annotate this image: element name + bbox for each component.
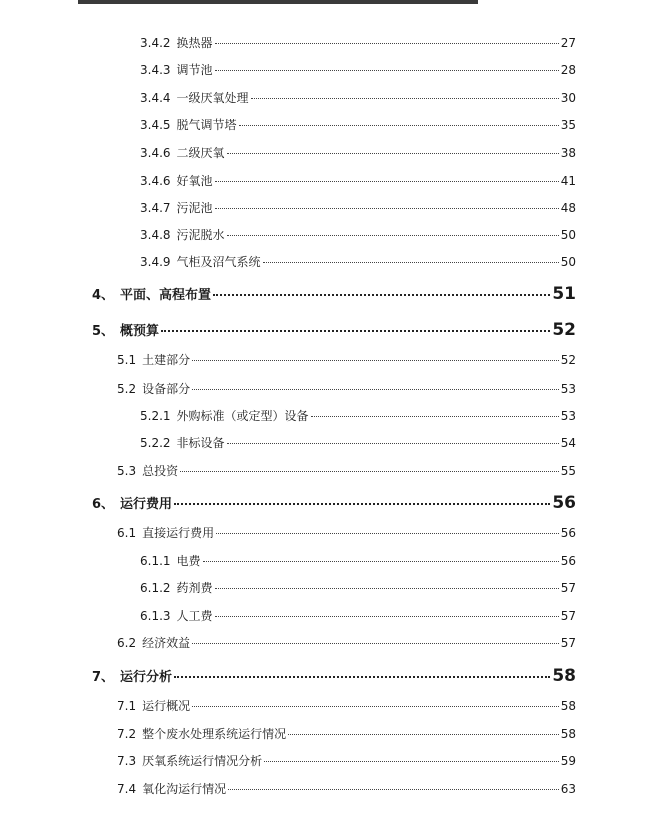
toc-entry-3[interactable] xyxy=(140,89,576,109)
toc-entry-number: 6.1 xyxy=(117,526,137,540)
toc-entry-10[interactable] xyxy=(92,284,576,304)
toc-entry-page: 56 xyxy=(552,493,576,513)
toc-entry-page: 56 xyxy=(560,526,576,540)
toc-entry-number: 3.4.4 xyxy=(140,91,171,105)
toc-entry-26[interactable] xyxy=(117,752,576,772)
toc-entry-24[interactable] xyxy=(117,697,576,717)
toc-dot-leader xyxy=(174,503,550,505)
toc-entry-page: 28 xyxy=(560,63,576,77)
toc-entry-5[interactable] xyxy=(140,144,576,164)
toc-entry-page: 50 xyxy=(560,228,576,242)
toc-entry-number: 5.2.1 xyxy=(140,409,171,423)
toc-dot-leader xyxy=(180,471,559,472)
toc-dot-leader xyxy=(263,262,559,263)
toc-dot-leader xyxy=(192,706,559,707)
toc-entry-page: 58 xyxy=(552,666,576,686)
toc-entry-14[interactable] xyxy=(140,407,576,427)
toc-entry-number: 7、 xyxy=(92,670,115,685)
toc-entry-page: 59 xyxy=(560,754,576,768)
toc-entry-number: 7.1 xyxy=(117,699,137,713)
toc-entry-title: 污泥池 xyxy=(176,201,213,215)
toc-entry-title: 概预算 xyxy=(120,324,160,339)
toc-entry-number: 3.4.2 xyxy=(140,36,171,50)
toc-entry-title: 运行分析 xyxy=(120,670,173,685)
toc-entry-number: 7.4 xyxy=(117,782,137,796)
toc-dot-leader xyxy=(215,181,559,182)
toc-entry-title: 整个废水处理系统运行情况 xyxy=(142,727,287,741)
toc-entry-page: 53 xyxy=(560,409,576,423)
toc-entry-21[interactable] xyxy=(140,607,576,627)
toc-entry-19[interactable] xyxy=(140,552,576,572)
toc-entry-title: 二级厌氧 xyxy=(176,146,225,160)
toc-entry-title: 运行概况 xyxy=(142,699,191,713)
toc-entry-title: 好氧池 xyxy=(176,174,213,188)
toc-entry-page: 53 xyxy=(560,382,576,396)
toc-entry-page: 41 xyxy=(560,174,576,188)
toc-entry-title: 厌氧系统运行情况分析 xyxy=(142,754,263,768)
toc-entry-20[interactable] xyxy=(140,579,576,599)
toc-entry-17[interactable] xyxy=(92,493,576,513)
toc-entry-title: 非标设备 xyxy=(176,436,225,450)
toc-dot-leader xyxy=(239,125,559,126)
toc-entry-27[interactable] xyxy=(117,780,576,800)
toc-entry-number: 3.4.6 xyxy=(140,174,171,188)
toc-dot-leader xyxy=(174,676,550,678)
toc-entry-page: 30 xyxy=(560,91,576,105)
toc-entry-title: 电费 xyxy=(176,554,201,568)
toc-entry-number: 7.3 xyxy=(117,754,137,768)
toc-dot-leader xyxy=(227,443,559,444)
toc-dot-leader xyxy=(288,734,559,735)
toc-dot-leader xyxy=(215,588,559,589)
toc-dot-leader xyxy=(227,235,559,236)
toc-entry-page: 50 xyxy=(560,255,576,269)
toc-entry-number: 5.2 xyxy=(117,382,137,396)
toc-entry-23[interactable] xyxy=(92,666,576,686)
toc-entry-25[interactable] xyxy=(117,725,576,745)
toc-dot-leader xyxy=(192,643,559,644)
toc-entry-title: 经济效益 xyxy=(142,636,191,650)
toc-entry-title: 直接运行费用 xyxy=(142,526,215,540)
toc-entry-title: 人工费 xyxy=(176,609,213,623)
toc-entry-page: 48 xyxy=(560,201,576,215)
toc-dot-leader xyxy=(161,330,550,332)
toc-entry-page: 56 xyxy=(560,554,576,568)
toc-entry-title: 运行费用 xyxy=(120,497,173,512)
toc-dot-leader xyxy=(216,533,559,534)
toc-dot-leader xyxy=(203,561,559,562)
toc-entry-title: 总投资 xyxy=(142,464,179,478)
toc-entry-22[interactable] xyxy=(117,634,576,654)
toc-dot-leader xyxy=(228,789,559,790)
toc-entry-number: 5.3 xyxy=(117,464,137,478)
toc-entry-9[interactable] xyxy=(140,253,576,273)
toc-entry-page: 52 xyxy=(560,353,576,367)
toc-entry-16[interactable] xyxy=(117,462,576,482)
toc-entry-page: 54 xyxy=(560,436,576,450)
toc-entry-number: 6、 xyxy=(92,497,115,512)
toc-entry-title: 脱气调节塔 xyxy=(176,118,237,132)
toc-entry-number: 6.1.1 xyxy=(140,554,171,568)
toc-entry-number: 5.1 xyxy=(117,353,137,367)
toc-entry-page: 27 xyxy=(560,36,576,50)
toc-entry-page: 57 xyxy=(560,636,576,650)
toc-entry-title: 污泥脱水 xyxy=(176,228,225,242)
toc-entry-title: 调节池 xyxy=(176,63,213,77)
toc-entry-page: 38 xyxy=(560,146,576,160)
toc-entry-title: 平面、高程布置 xyxy=(120,288,212,303)
toc-entry-title: 药剂费 xyxy=(176,581,213,595)
toc-entry-number: 3.4.5 xyxy=(140,118,171,132)
toc-entry-number: 5、 xyxy=(92,324,115,339)
toc-entry-15[interactable] xyxy=(140,434,576,454)
toc-entry-page: 58 xyxy=(560,699,576,713)
toc-dot-leader xyxy=(227,153,559,154)
toc-dot-leader xyxy=(311,416,559,417)
toc-entry-number: 5.2.2 xyxy=(140,436,171,450)
toc-entry-page: 52 xyxy=(552,320,576,340)
toc-entry-page: 57 xyxy=(560,581,576,595)
toc-entry-7[interactable] xyxy=(140,199,576,219)
toc-entry-4[interactable] xyxy=(140,116,576,136)
toc-entry-6[interactable] xyxy=(140,172,576,192)
toc-entry-page: 35 xyxy=(560,118,576,132)
toc-dot-leader xyxy=(215,70,559,71)
toc-dot-leader xyxy=(215,43,559,44)
toc-entry-18[interactable] xyxy=(117,524,576,544)
toc-entry-13[interactable] xyxy=(117,380,576,400)
toc-entry-2[interactable] xyxy=(140,61,576,81)
toc-entry-title: 土建部分 xyxy=(142,353,191,367)
toc-dot-leader xyxy=(192,389,559,390)
toc-entry-title: 设备部分 xyxy=(142,382,191,396)
toc-entry-title: 氧化沟运行情况 xyxy=(142,782,227,796)
toc-dot-leader xyxy=(215,208,559,209)
toc-entry-number: 6.1.2 xyxy=(140,581,171,595)
toc-entry-title: 外购标准（或定型）设备 xyxy=(176,409,309,423)
toc-entry-title: 气柜及沼气系统 xyxy=(176,255,261,269)
toc-dot-leader xyxy=(215,616,559,617)
toc-entry-1[interactable] xyxy=(140,34,576,54)
toc-entry-number: 7.2 xyxy=(117,727,137,741)
toc-entry-number: 3.4.3 xyxy=(140,63,171,77)
toc-entry-page: 55 xyxy=(560,464,576,478)
toc-entry-number: 6.1.3 xyxy=(140,609,171,623)
toc-entry-11[interactable] xyxy=(92,320,576,340)
toc-entry-number: 3.4.7 xyxy=(140,201,171,215)
toc-entry-page: 58 xyxy=(560,727,576,741)
toc-entry-number: 3.4.8 xyxy=(140,228,171,242)
toc-entry-title: 一级厌氧处理 xyxy=(176,91,249,105)
toc-entry-number: 3.4.6 xyxy=(140,146,171,160)
toc-dot-leader xyxy=(213,294,550,296)
toc-entry-page: 51 xyxy=(552,284,576,304)
toc-dot-leader xyxy=(264,761,559,762)
toc-entry-number: 6.2 xyxy=(117,636,137,650)
toc-entry-12[interactable] xyxy=(117,351,576,371)
toc-entry-title: 换热器 xyxy=(176,36,213,50)
toc-entry-page: 63 xyxy=(560,782,576,796)
toc-dot-leader xyxy=(192,360,559,361)
toc-dot-leader xyxy=(251,98,559,99)
toc-entry-number: 3.4.9 xyxy=(140,255,171,269)
toc-entry-8[interactable] xyxy=(140,226,576,246)
toc-entry-number: 4、 xyxy=(92,288,115,303)
toc-entry-page: 57 xyxy=(560,609,576,623)
